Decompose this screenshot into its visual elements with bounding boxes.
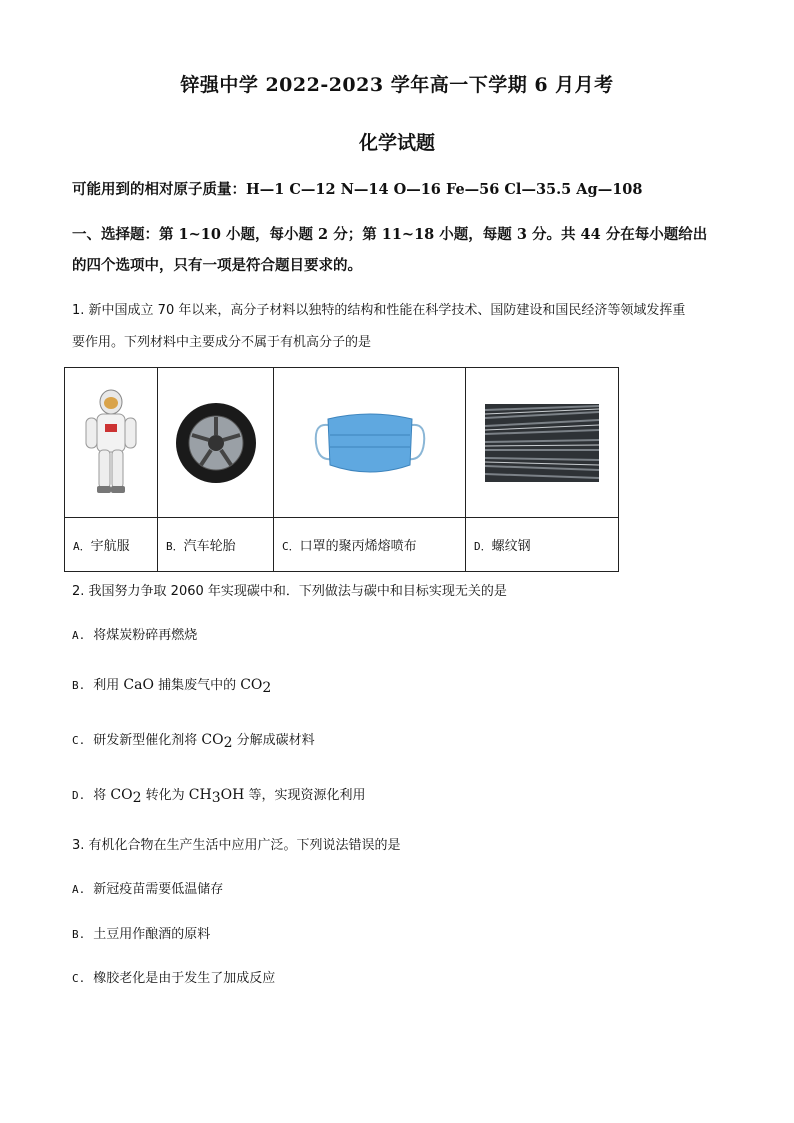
option-d-caption: D．螺纹钢 (466, 518, 619, 572)
face-mask-icon (310, 403, 430, 483)
option-a-caption: A．宇航服 (65, 518, 158, 572)
rebar-icon (485, 404, 599, 482)
exam-title: 锌强中学 2022-2023 学年高一下学期 6 月月考 (180, 74, 614, 96)
mask-cell (274, 368, 466, 518)
q3-option-b: B. 土豆用作酿酒的原料 (72, 927, 211, 942)
q3-option-a: A. 新冠疫苗需要低温储存 (72, 882, 224, 897)
q1-stem-line1: 1. 新中国成立 70 年以来，高分子材料以独特的结构和性能在科学技术、国防建设和国民经济等领域发挥重 (72, 303, 686, 318)
option-b-caption: B．汽车轮胎 (158, 518, 274, 572)
section1-line1: 一、选择题：第 1~10 小题，每小题 2 分；第 11~18 小题，每题 3 分。共 44 分在每小题给出 (72, 226, 708, 243)
rebar-cell (466, 368, 619, 518)
option-c-caption: C．口罩的聚丙烯熔喷布 (274, 518, 466, 572)
q2-stem: 2. 我国努力争取 2060 年实现碳中和．下列做法与碳中和目标实现无关的是 (72, 584, 507, 599)
q2-option-b: B. 利用 CaO 捕集废气中的 $CO_2$ (72, 677, 272, 696)
q1-stem-line2: 要作用。下列材料中主要成分不属于有机高分子的是 (72, 335, 372, 350)
subject-title: 化学试题 (358, 132, 435, 154)
q3-option-c: C. 橡胶老化是由于发生了加成反应 (72, 971, 276, 986)
q1-options-table (64, 367, 619, 572)
astronaut-cell (65, 368, 158, 518)
q2-option-c: C. 研发新型催化剂将 $CO_2$ 分解成碳材料 (72, 732, 315, 751)
astronaut-icon (81, 388, 141, 498)
q2-option-a: A. 将煤炭粉碎再燃烧 (72, 628, 198, 643)
tire-cell (158, 368, 274, 518)
q2-option-d: D. 将 $CO_2$ 转化为 $CH_3OH$ 等，实现资源化利用 (72, 787, 366, 806)
q3-stem: 3. 有机化合物在生产生活中应用广泛。下列说法错误的是 (72, 838, 401, 853)
atomic-masses: 可能用到的相对原子质量：H—1 C—12 N—14 O—16 Fe—56 Cl—35.5 Ag—108 (72, 181, 643, 198)
tire-icon (174, 401, 258, 485)
section1-line2: 的四个选项中，只有一项是符合题目要求的。 (72, 257, 362, 274)
